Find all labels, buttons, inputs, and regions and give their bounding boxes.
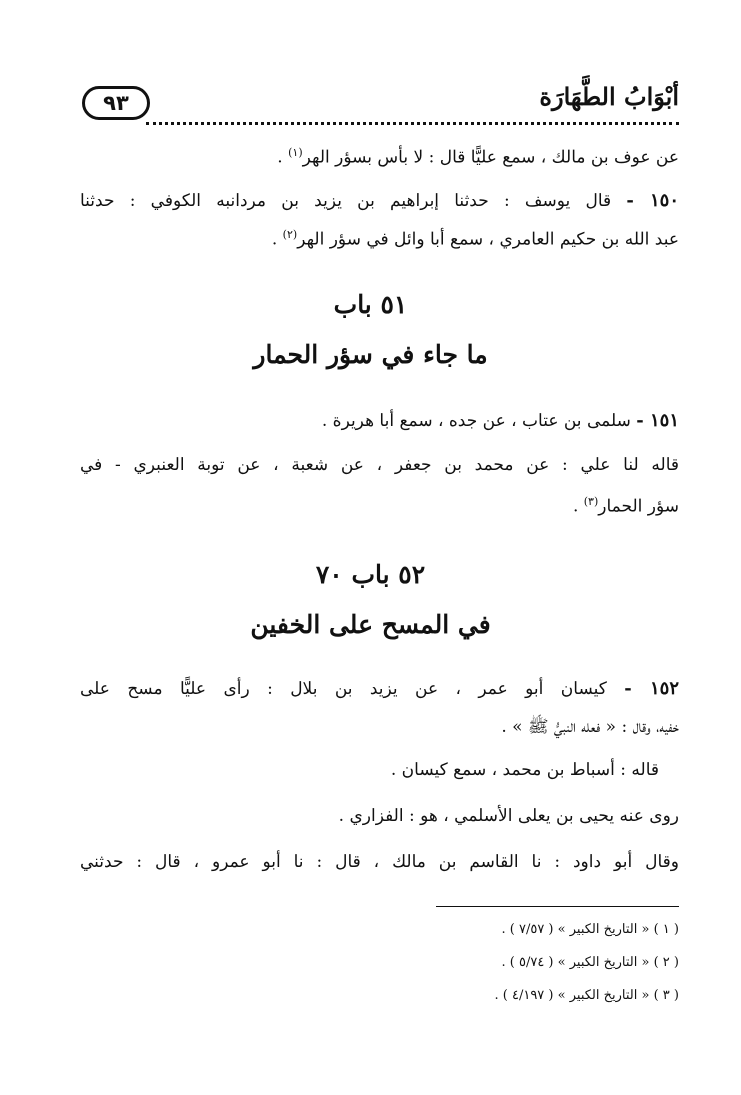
entry-152-text-2: خفيه، وقال : « فعله النبيُّ ﷺ » .: [501, 717, 679, 737]
footnote-ref-3[interactable]: (٣): [583, 495, 599, 508]
entry-152-line-2: [501, 716, 679, 741]
entry-152-text-1: كيسان أبو عمر ، عن يزيد بن بلال : رأى عليًّا مسح على: [80, 679, 607, 699]
entry-152-line-4: [339, 806, 679, 826]
entry-151-text-1: سلمى بن عتاب ، عن جده ، سمع أبا هريرة .: [321, 411, 631, 431]
entry-151-line-2: [80, 455, 679, 475]
chapter-51-title: ما جاء في سؤر الحمار: [253, 340, 488, 369]
entry-152-line-3: [391, 760, 659, 780]
entry-152-line-5: [80, 852, 679, 872]
running-header-title: أبْوَابُ الطَّهَارَة: [539, 82, 679, 111]
entry-152-text-4: روى عنه يحيى بن يعلى الأسلمي ، هو : الفزاري .: [338, 806, 679, 826]
entry-150-text-2: عبد الله بن حكيم العامري ، سمع أبا وائل في سؤر الهر: [297, 229, 679, 250]
entry-151-text-2: قاله لنا علي : عن محمد بن جعفر ، عن شعبة ، عن توبة العنبري - في: [80, 455, 679, 475]
page-number-badge: ٩٣: [82, 86, 150, 120]
entry-number-150: ١٥٠ -: [626, 190, 679, 211]
entry-151-text-3: سؤر الحمار: [598, 496, 679, 517]
text-line-1-end: .: [277, 147, 289, 168]
entry-152-text-3: قاله : أسباط بن محمد ، سمع كيسان .: [390, 760, 659, 780]
chapter-52-number: ٥٢ باب ٧٠: [315, 560, 426, 589]
footnote-separator: [436, 906, 679, 907]
footnote-ref-2[interactable]: (٢): [282, 228, 298, 241]
footnote-1: ( ١ ) « التاريخ الكبير » ( ٧/٥٧ ) .: [501, 922, 679, 937]
entry-150-text-1: قال يوسف : حدثنا إبراهيم بن يزيد بن مردانبه الكوفي : حدثنا: [80, 191, 612, 211]
footnote-3: ( ٣ ) « التاريخ الكبير » ( ٤/١٩٧ ) .: [494, 988, 679, 1003]
entry-151-line-1: [322, 410, 679, 431]
chapter-51-number: ٥١ باب: [333, 290, 408, 319]
text-line-1-text: عن عوف بن مالك ، سمع عليًّا قال : لا بأس بسؤر الهر: [302, 147, 679, 168]
text-line-1: [277, 146, 679, 168]
entry-150-end: .: [271, 229, 283, 250]
footnote-2: ( ٢ ) « التاريخ الكبير » ( ٥/٧٤ ) .: [501, 955, 679, 970]
header-dotted-rule: [146, 122, 679, 125]
entry-152-line-1: [80, 678, 679, 699]
chapter-52-title: في المسح على الخفين: [250, 610, 491, 639]
entry-151-end: .: [572, 496, 584, 517]
footnote-ref-1[interactable]: (١): [288, 146, 303, 159]
entry-number-151: ١٥١ -: [636, 410, 679, 431]
entry-150-line-2: [272, 228, 679, 250]
entry-number-152: ١٥٢ -: [624, 678, 679, 699]
entry-150-line-1: [80, 190, 679, 211]
entry-152-text-5: وقال أبو داود : نا القاسم بن مالك ، قال : نا أبو عمرو ، قال : حدثني: [80, 852, 679, 872]
entry-151-line-3: [573, 495, 679, 517]
